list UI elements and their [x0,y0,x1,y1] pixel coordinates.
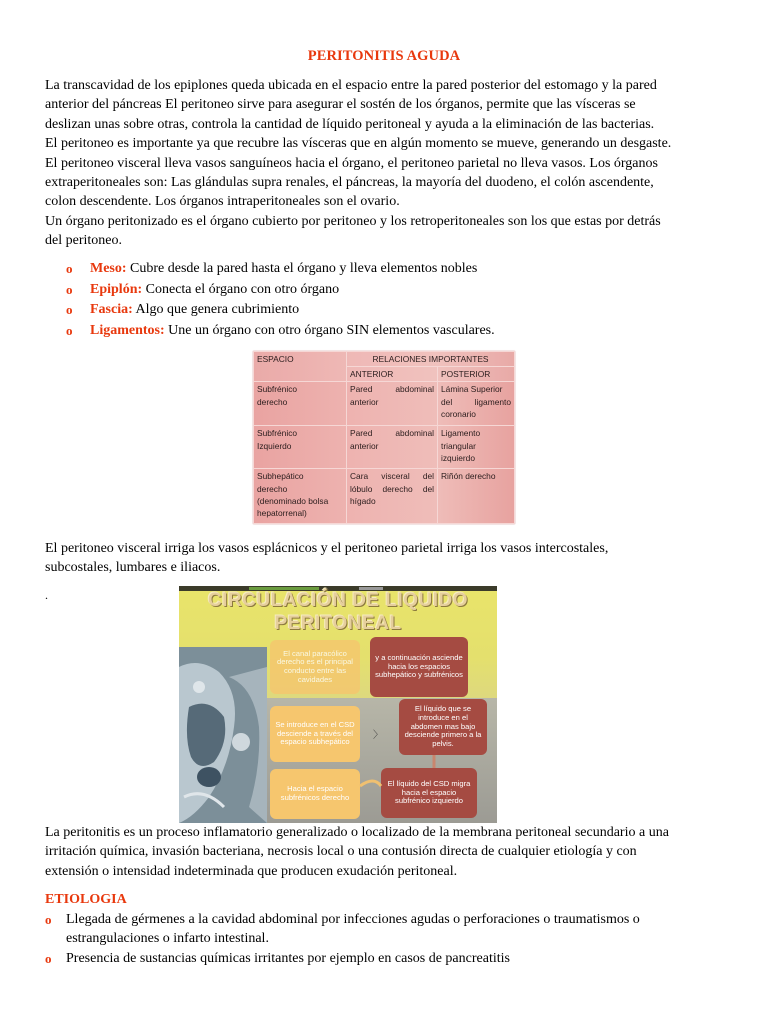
etiologia-list [45,910,725,968]
table-row [254,382,515,426]
table-cell [347,426,438,469]
bullet-icon: o [45,912,52,927]
cell-line: Izquierdo [257,440,292,451]
slide-title-line2: PERITONEAL [274,613,402,634]
cell-line: izquierdo [441,452,475,463]
text-line: La peritonitis es un proceso inflamatorio generalizado o localizado de la membrana peritoneal secundario a una [45,825,669,840]
text-line: subcostales, lumbares e iliacos. [45,560,221,576]
cell-line: hepatorrenal) [257,508,307,519]
flow-box-3: Se introduce en el CSD desciende a través del espacio subhepático [270,706,360,762]
list-item [66,321,666,342]
cell-line: triangular [441,440,476,451]
list-item [66,300,666,321]
list-item [45,910,725,949]
text-line: anterior del páncreas El peritoneo sirve para asegurar el sostén de los órganos, permite que las vísceras se [45,97,636,113]
text-line: extraperitoneales son: Las glándulas supra renales, el páncreas, la mayoría del duodeno, el colón ascendente, [45,175,654,191]
header-relaciones: RELACIONES IMPORTANTES [347,352,515,367]
definition-text: Une un órgano con otro órgano SIN elementos vasculares. [164,322,495,338]
header-espacio: ESPACIO [254,352,347,382]
header-posterior: POSTERIOR [438,367,515,382]
text-line: irritación química, invasión bacteriana, necrosis local o una contusión directa de cualquier etiología y con [45,844,637,860]
bullet-icon: o [66,302,73,318]
flow-arrows [179,586,497,823]
definition-text: Algo que genera cubrimiento [132,302,300,318]
flow-box-5: Hacia el espacio subfrénicos derecho [270,769,360,819]
cell-line: Riñón derecho [441,471,496,482]
text-line: Llegada de gérmenes a la cavidad abdominal por infecciones agudas o perforaciones o traumatismos o [66,912,640,927]
cell-line: derecho [257,396,288,407]
text-line: deslizan unas sobre otras, controla la cantidad de líquido peritoneal y ayuda a la eliminación de las bacterias. [45,116,655,132]
table-cell [254,382,347,426]
flow-box-1: El canal paracólico derecho es el principal conducto entre las cavidades [270,640,360,694]
cell-line: coronario [441,408,476,419]
document-title: PERITONITIS AGUDA [307,48,461,64]
definition-text: Conecta el órgano con otro órgano [142,281,340,297]
text-line: Presencia de sustancias químicas irritantes por ejemplo en casos de pancreatitis [66,950,510,966]
cell-line: anterior [350,396,379,407]
cell-line: Pared abdominal [350,428,434,439]
cell-line: Subfrénico [257,428,298,439]
definition-term: Fascia: [90,302,133,318]
slide-title-line1: CIRCULACIÓN DE LIQUIDO [207,590,469,611]
text-line: estrangulaciones o infarto intestinal. [66,931,269,947]
definition-term: Epiplón: [90,281,143,297]
bullet-icon: o [66,281,73,297]
cell-line: Cara visceral del [350,471,434,482]
text-line: colon descendente. Los órganos intraperitoneales son el ovario. [45,194,400,210]
table-cell [347,382,438,426]
list-item [66,280,666,301]
text-line: del peritoneo. [45,233,122,249]
table-cell [438,382,515,426]
bullet-icon: o [66,322,73,338]
bullet-icon: o [66,261,73,276]
list-item [45,949,725,968]
cell-line: hígado [350,495,376,506]
table-cell [254,426,347,469]
definition-text: Cubre desde la pared hasta el órgano y lleva elementos nobles [126,261,478,276]
text-line: El peritoneo visceral lleva vasos sanguíneos hacia el órgano, el peritoneo parietal no lleva vasos. Los órganos [45,155,658,171]
definitions-list [66,259,666,341]
text-line: Un órgano peritonizado es el órgano cubierto por peritoneo y los retroperitoneales son los que estas por detrás [45,213,661,229]
table-cell [438,426,515,469]
table-cell [254,469,347,524]
vascular-paragraph [45,539,725,578]
mouse-cursor-icon: 〉 [373,730,383,741]
table-cell [347,469,438,524]
cell-line: Lámina Superior [441,384,503,395]
flow-box-2: y a continuación asciende hacia los espacios subhepático y subfrénicos [370,637,468,697]
cell-line: lóbulo derecho del [350,483,434,494]
etiologia-heading: ETIOLOGIA [45,892,127,907]
header-anterior: ANTERIOR [347,367,438,382]
intro-paragraph [45,76,725,251]
table-row [254,469,515,524]
arrow-line [360,781,381,786]
table-cell [438,469,515,524]
peritoneal-spaces-table [253,351,515,524]
text-line: extensión o intensidad indeterminada que producen exudación peritoneal. [45,863,458,879]
cell-line: Ligamento [441,428,481,439]
cell-line: derecho [257,483,288,494]
list-item [66,259,666,280]
stray-dot: . [45,588,48,602]
peritoneal-spaces-table-image [253,351,515,524]
cell-line: Subhepático [257,471,304,482]
cell-line: del ligamento [441,396,511,407]
cell-line: Pared abdominal [350,384,434,395]
table-row [254,426,515,469]
flow-box-6: El líquido del CSD migra hacia el espacio subfrénico izquierdo [381,768,477,818]
cell-line: Subfrénico [257,384,298,395]
flow-box-4: El líquido que se introduce en el abdomen mas bajo desciende primero a la pelvis. [399,699,487,755]
definition-paragraph [45,823,725,881]
text-line: El peritoneo es importante ya que recubre las vísceras que en algún momento se mueve, generando un desgaste. [45,136,672,152]
fluid-circulation-slide-image [179,586,497,823]
definition-term: Meso: [90,261,127,276]
cell-line: (denominado bolsa [257,495,329,506]
bullet-icon: o [45,950,52,966]
text-line: La transcavidad de los epiplones queda ubicada en el espacio entre la pared posterior del estomago y la pared [45,78,657,93]
cell-line: anterior [350,440,379,451]
definition-term: Ligamentos: [90,322,165,338]
text-line: El peritoneo visceral irriga los vasos esplácnicos y el peritoneo parietal irriga los vasos intercostales, [45,541,609,556]
